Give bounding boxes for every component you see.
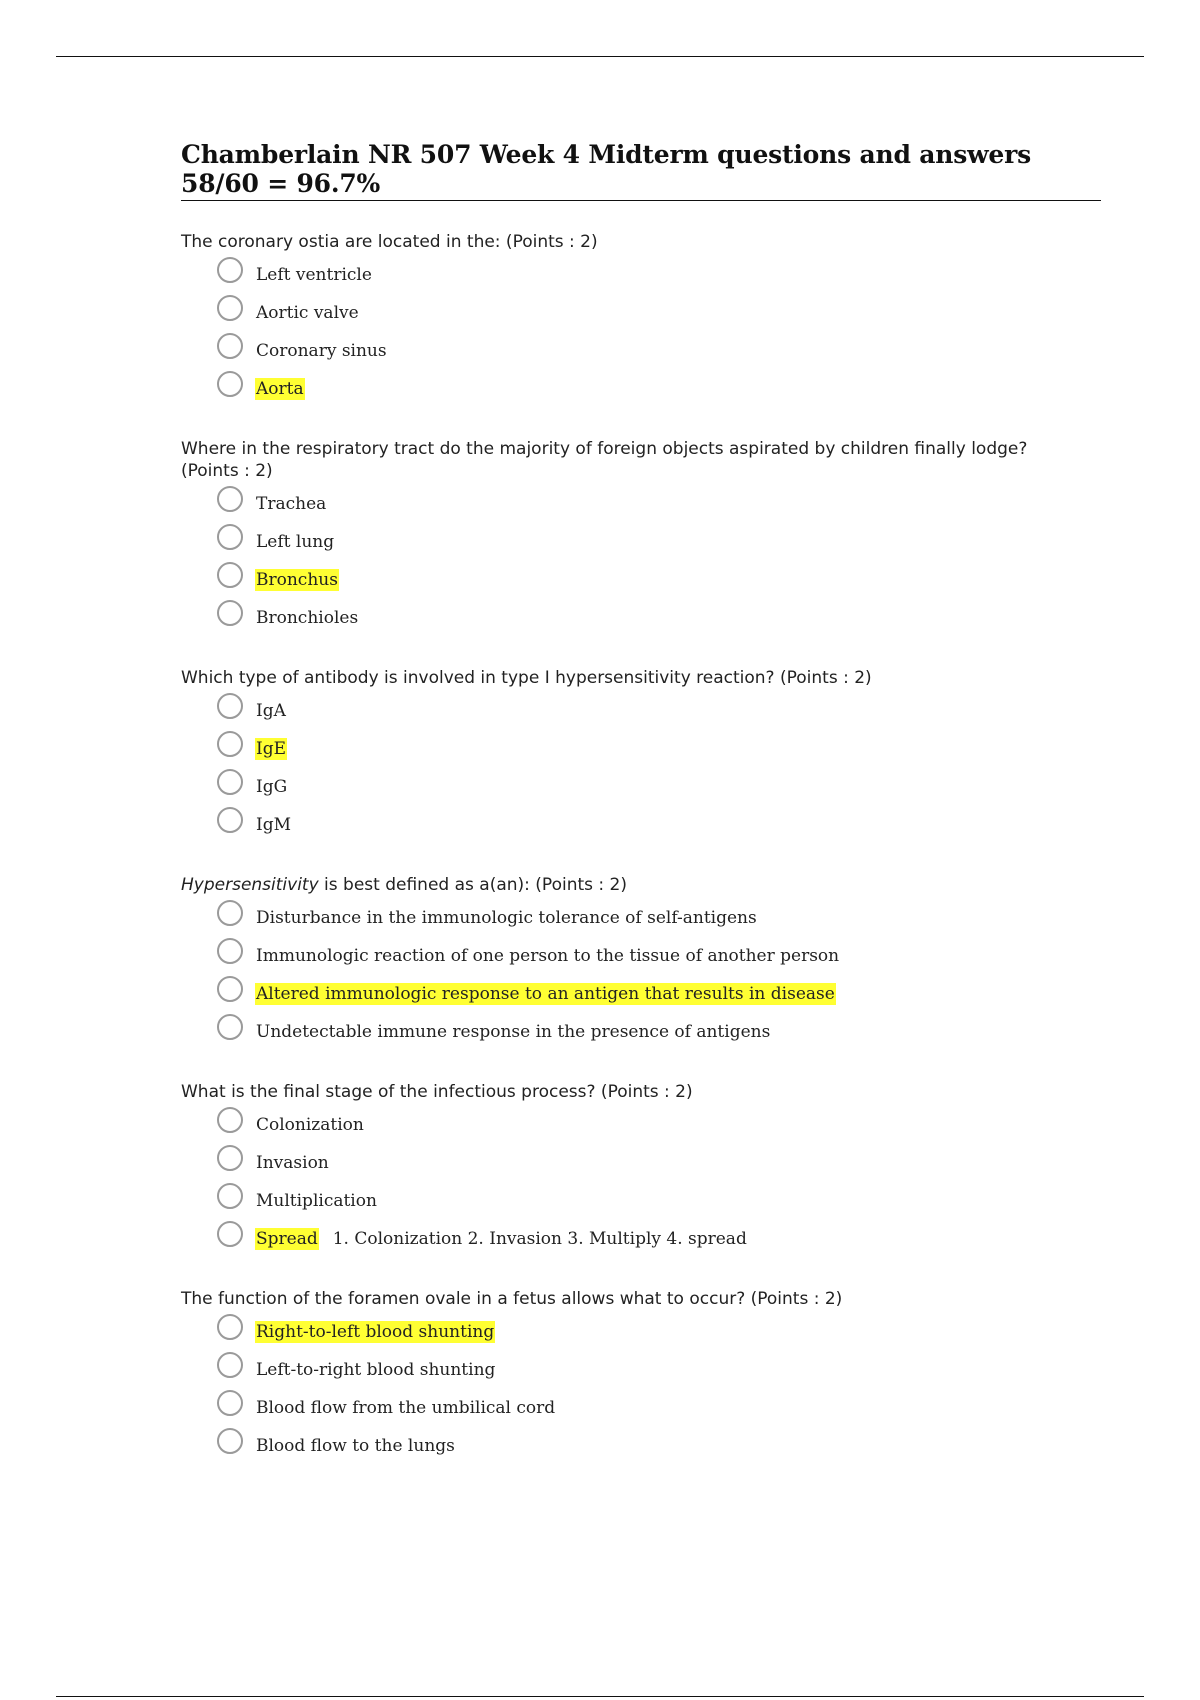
answer-options xyxy=(217,899,1101,1051)
correct-answer-label: Right-to-left blood shunting xyxy=(256,1322,495,1342)
radio-button[interactable] xyxy=(217,807,243,833)
answer-option[interactable] xyxy=(217,975,1101,1013)
answer-options xyxy=(217,485,1101,637)
radio-button[interactable] xyxy=(217,257,243,283)
answer-option[interactable] xyxy=(217,370,1101,408)
radio-button[interactable] xyxy=(217,333,243,359)
answer-label: Trachea xyxy=(256,494,327,514)
radio-button[interactable] xyxy=(217,769,243,795)
radio-button[interactable] xyxy=(217,1014,243,1040)
radio-button[interactable] xyxy=(217,1428,243,1454)
radio-button[interactable] xyxy=(217,600,243,626)
question-block xyxy=(181,1081,1101,1258)
answer-option[interactable] xyxy=(217,256,1101,294)
question-block xyxy=(181,874,1101,1051)
answer-options xyxy=(217,1106,1101,1258)
correct-answer-label: Bronchus xyxy=(256,570,338,590)
question-prompt: The function of the foramen ovale in a fetus allows what to occur? (Points : 2) xyxy=(181,1289,843,1309)
document-title: Chamberlain NR 507 Week 4 Midterm questions and answers 58/60 = 96.7% xyxy=(181,140,1101,201)
radio-button[interactable] xyxy=(217,693,243,719)
answer-option[interactable] xyxy=(217,899,1101,937)
radio-button[interactable] xyxy=(217,524,243,550)
radio-button[interactable] xyxy=(217,1352,243,1378)
question-prompt: Where in the respiratory tract do the majority of foreign objects aspirated by children finally lodge? (Points : 2) xyxy=(181,439,1028,481)
question-prompt: What is the final stage of the infectious process? (Points : 2) xyxy=(181,1082,693,1102)
answer-option[interactable] xyxy=(217,1351,1101,1389)
answer-label: Left ventricle xyxy=(256,265,372,285)
answer-option[interactable] xyxy=(217,768,1101,806)
question-text xyxy=(181,874,1041,896)
correct-answer-label: Altered immunologic response to an antigen that results in disease xyxy=(256,984,835,1004)
question-text xyxy=(181,1081,1041,1103)
question-prompt: The coronary ostia are located in the: (Points : 2) xyxy=(181,232,598,252)
answer-option[interactable] xyxy=(217,692,1101,730)
radio-button[interactable] xyxy=(217,371,243,397)
answer-note: 1. Colonization 2. Invasion 3. Multiply 4. spread xyxy=(332,1229,747,1249)
answer-option[interactable] xyxy=(217,937,1101,975)
answer-option[interactable] xyxy=(217,1427,1101,1465)
answer-option[interactable] xyxy=(217,730,1101,768)
answer-option[interactable] xyxy=(217,806,1101,844)
answer-option[interactable] xyxy=(217,599,1101,637)
answer-label: Multiplication xyxy=(256,1191,377,1211)
radio-button[interactable] xyxy=(217,976,243,1002)
question-prompt: Which type of antibody is involved in type I hypersensitivity reaction? (Points : 2) xyxy=(181,668,872,688)
answer-option[interactable] xyxy=(217,1313,1101,1351)
answer-option[interactable] xyxy=(217,1389,1101,1427)
answer-option[interactable] xyxy=(217,561,1101,599)
correct-answer-label: Spread xyxy=(256,1229,318,1249)
answer-label: Blood flow from the umbilical cord xyxy=(256,1398,556,1418)
answer-option[interactable] xyxy=(217,1144,1101,1182)
radio-button[interactable] xyxy=(217,562,243,588)
radio-button[interactable] xyxy=(217,1107,243,1133)
answer-label: Invasion xyxy=(256,1153,329,1173)
answer-label: Coronary sinus xyxy=(256,341,387,361)
document-content xyxy=(181,140,1101,1465)
radio-button[interactable] xyxy=(217,900,243,926)
question-text xyxy=(181,667,1041,689)
radio-button[interactable] xyxy=(217,1314,243,1340)
radio-button[interactable] xyxy=(217,1145,243,1171)
radio-button[interactable] xyxy=(217,1221,243,1247)
answer-label: IgM xyxy=(256,815,292,835)
answer-options xyxy=(217,256,1101,408)
answer-option[interactable] xyxy=(217,1013,1101,1051)
answer-option[interactable] xyxy=(217,1106,1101,1144)
question-block xyxy=(181,231,1101,408)
answer-option[interactable] xyxy=(217,294,1101,332)
question-block xyxy=(181,1288,1101,1465)
answer-label: Left-to-right blood shunting xyxy=(256,1360,496,1380)
radio-button[interactable] xyxy=(217,1183,243,1209)
answer-label: Colonization xyxy=(256,1115,364,1135)
radio-button[interactable] xyxy=(217,1390,243,1416)
question-text xyxy=(181,438,1041,482)
question-emphasis: Hypersensitivity xyxy=(181,875,319,895)
answer-label: Bronchioles xyxy=(256,608,359,628)
answer-options xyxy=(217,692,1101,844)
correct-answer-label: Aorta xyxy=(256,379,304,399)
answer-option[interactable] xyxy=(217,523,1101,561)
answer-option[interactable] xyxy=(217,1182,1101,1220)
question-text xyxy=(181,231,1041,253)
answer-label: Left lung xyxy=(256,532,335,552)
radio-button[interactable] xyxy=(217,295,243,321)
question-block xyxy=(181,667,1101,844)
question-list xyxy=(181,231,1101,1465)
radio-button[interactable] xyxy=(217,486,243,512)
answer-options xyxy=(217,1313,1101,1465)
question-prompt: is best defined as a(an): (Points : 2) xyxy=(318,875,627,895)
answer-label: Immunologic reaction of one person to the tissue of another person xyxy=(256,946,840,966)
correct-answer-label: IgE xyxy=(256,739,287,759)
bottom-rule xyxy=(56,1696,1144,1697)
answer-option[interactable] xyxy=(217,485,1101,523)
answer-label: Disturbance in the immunologic tolerance of self-antigens xyxy=(256,908,757,928)
question-block xyxy=(181,438,1101,637)
answer-label: IgG xyxy=(256,777,288,797)
answer-label: Aortic valve xyxy=(256,303,359,323)
radio-button[interactable] xyxy=(217,938,243,964)
answer-option[interactable] xyxy=(217,332,1101,370)
answer-label: Blood flow to the lungs xyxy=(256,1436,455,1456)
answer-option[interactable] xyxy=(217,1220,1101,1258)
question-text xyxy=(181,1288,1041,1310)
answer-label: Undetectable immune response in the presence of antigens xyxy=(256,1022,771,1042)
top-rule xyxy=(56,56,1144,57)
radio-button[interactable] xyxy=(217,731,243,757)
answer-label: IgA xyxy=(256,701,286,721)
